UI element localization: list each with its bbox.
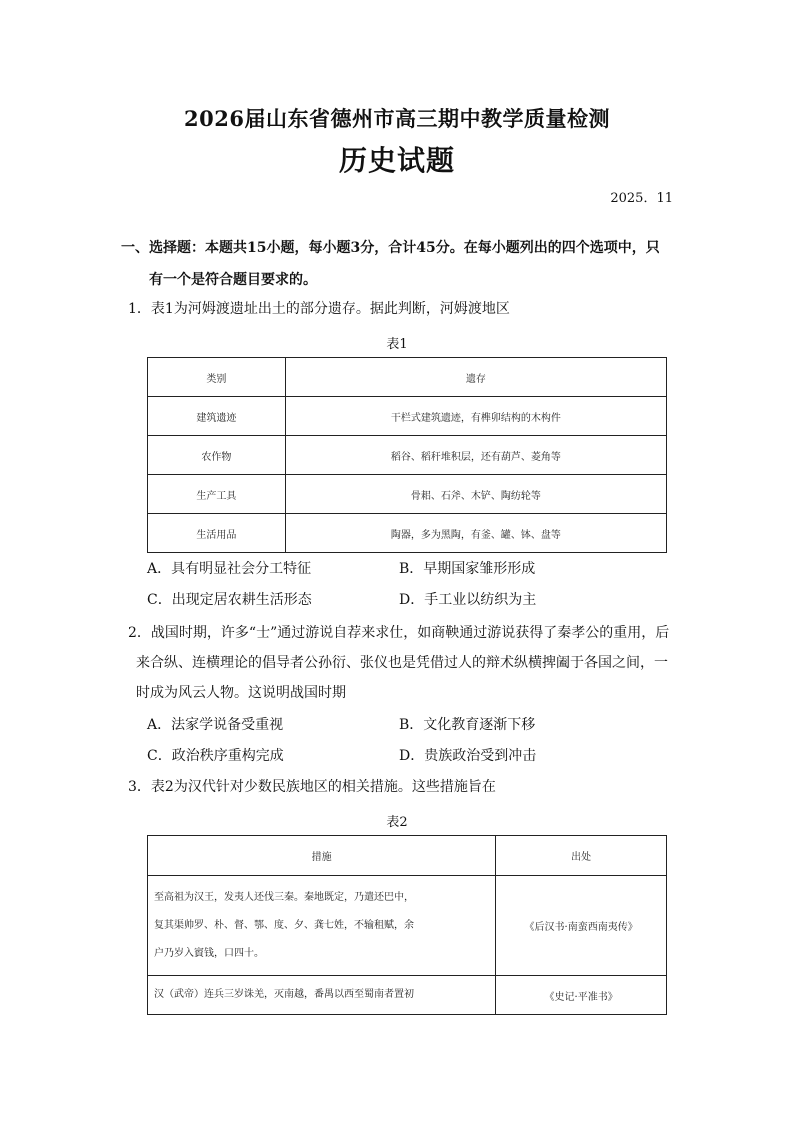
table-cell: 干栏式建筑遗迹，有榫卯结构的木构件 <box>285 397 666 436</box>
question-3-stem: 3．表2为汉代针对少数民族地区的相关措施。这些措施旨在 <box>128 779 496 795</box>
table-2-header <box>148 836 667 876</box>
question-1-stem: 1．表1为河姆渡遗址出土的部分遗存。据此判断，河姆渡地区 <box>128 301 510 317</box>
subject-title: 历史试题 <box>338 144 455 177</box>
table-row <box>148 436 667 475</box>
table-cell: 汉（武帝）连兵三岁诛羌，灭南越，番禺以西至蜀南者置初 <box>148 976 496 1015</box>
table-cell: 建筑遗迹 <box>148 397 286 436</box>
table-2-row-1-line-3: 户乃岁入賨钱，口四十。 <box>154 947 264 959</box>
question-2-line-2: 来合纵、连横理论的倡导者公孙衍、张仪也是凭借过人的辩术纵横捭阖于各国之间，一 <box>136 655 668 671</box>
section-line-2: 有一个是符合题目要求的。 <box>149 272 317 288</box>
question-2-line-3: 时成为风云人物。这说明战国时期 <box>136 685 346 701</box>
table-1-header-cell: 类别 <box>148 358 286 397</box>
q1-option-c: C．出现定居农耕生活形态 <box>147 592 312 608</box>
table-2-row-1-line-1: 至高祖为汉王，发夷人还伐三秦。秦地既定，乃遣还巴中， <box>154 891 414 903</box>
question-2-stem <box>128 618 676 708</box>
table-cell: 骨耜、石斧、木铲、陶纺轮等 <box>285 475 666 514</box>
exam-title: 2026届山东省德州市高三期中教学质量检测 <box>184 106 610 131</box>
section-line-1: 一、选择题：本题共15小题，每小题3分，合计45分。在每小题列出的四个选项中，只 <box>121 240 660 256</box>
table-row <box>148 514 667 553</box>
q1-option-b: B．早期国家雏形形成 <box>399 561 536 577</box>
table-row <box>148 976 667 1015</box>
q2-option-c: C．政治秩序重构完成 <box>147 748 284 764</box>
table-cell <box>148 876 496 976</box>
q2-option-d: D．贵族政治受到冲击 <box>399 748 537 764</box>
table-row <box>148 475 667 514</box>
table-cell: 农作物 <box>148 436 286 475</box>
table-cell: 《史记·平准书》 <box>496 976 667 1015</box>
question-2-line-1: 2．战国时期，许多“士”通过游说自荐来求仕，如商鞅通过游说获得了秦孝公的重用，后 <box>128 625 670 641</box>
table-2 <box>147 835 667 1015</box>
section-instructions <box>121 232 674 296</box>
exam-date: 2025．11 <box>610 191 673 206</box>
table-row <box>148 397 667 436</box>
table-cell: 生活用品 <box>148 514 286 553</box>
table-cell: 陶器，多为黑陶，有釜、罐、钵、盘等 <box>285 514 666 553</box>
table-2-header-cell: 出处 <box>496 836 667 876</box>
table-row <box>148 876 667 976</box>
table-cell: 稻谷、稻秆堆积层，还有葫芦、菱角等 <box>285 436 666 475</box>
table-1-header-cell: 遗存 <box>285 358 666 397</box>
q1-option-d: D．手工业以纺织为主 <box>399 592 537 608</box>
table-2-caption: 表2 <box>386 815 408 830</box>
table-2-row-1-line-2: 复其渠帅罗、朴、督、鄂、度、夕、龚七姓，不输租赋，余 <box>154 919 414 931</box>
q1-option-a: A．具有明显社会分工特征 <box>147 561 312 577</box>
table-cell: 《后汉书·南蛮西南夷传》 <box>496 876 667 976</box>
table-cell: 生产工具 <box>148 475 286 514</box>
table-1-header <box>148 358 667 397</box>
table-2-header-cell: 措施 <box>148 836 496 876</box>
q2-option-a: A．法家学说备受重视 <box>147 717 284 733</box>
table-1-caption: 表1 <box>386 337 408 352</box>
q2-option-b: B．文化教育逐渐下移 <box>399 717 536 733</box>
table-1 <box>147 357 667 553</box>
